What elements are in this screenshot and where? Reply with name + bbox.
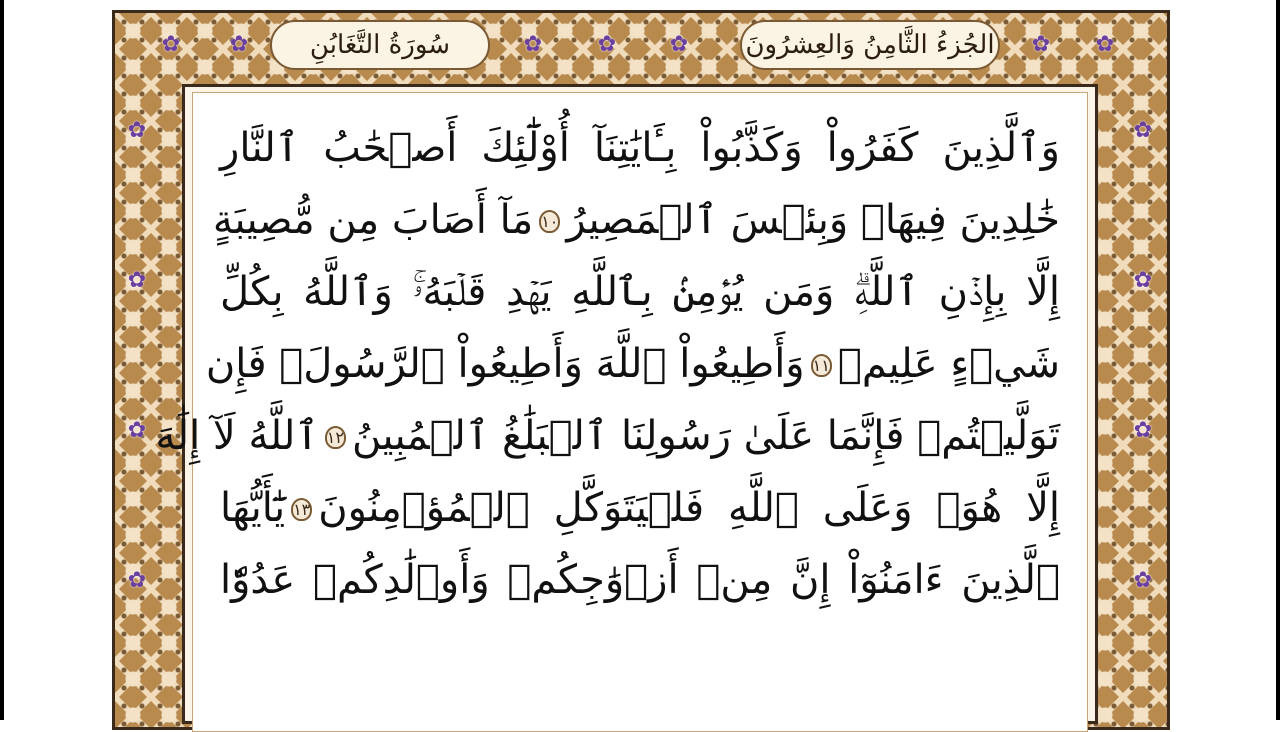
verse-line (220, 256, 1060, 328)
juz-name: الجُزءُ الثَّامِنُ وَالعِشرُونَ (740, 20, 1000, 70)
verse-text: ٱللَّهُ لَآ إِلَٰهَ (155, 413, 319, 459)
purple-flower-icon: ✿ (127, 118, 147, 143)
verse-text: إِلَّا بِإِذۡنِ ٱللَّهِۗ وَمَن يُؤۡمِنۢ بِٱللَّهِ يَهۡدِ قَلۡبَهُۥۚ وَٱللَّهُ بِكُلِّ (220, 269, 1060, 315)
header-band (150, 20, 1130, 72)
ayah-end-icon: ١٠ (541, 212, 559, 231)
purple-flower-icon: ✿ (127, 568, 147, 593)
verse-text: يَٰٓأَيُّهَا (220, 485, 286, 531)
verse-text-block (155, 112, 1060, 732)
purple-flower-icon: ✿ (127, 268, 147, 293)
verse-line (220, 112, 1060, 184)
verse-text: شَيۡءٍ عَلِيمٞ (837, 341, 1060, 387)
verse-text: ٱلَّذِينَ ءَامَنُوٓاْ إِنَّ مِنۡ أَزۡوَٰجِكُمۡ وَأَوۡلَٰدِكُمۡ عَدُوّٗا (220, 557, 1060, 603)
purple-flower-icon: ✿ (127, 418, 147, 443)
purple-flower-icon: ✿ (161, 32, 181, 57)
verse-line (155, 400, 1060, 472)
purple-flower-icon: ✿ (1031, 32, 1051, 57)
purple-flower-icon: ✿ (1133, 418, 1153, 443)
verse-text: وَٱلَّذِينَ كَفَرُواْ وَكَذَّبُواْ بِـَٔايَٰتِنَآ أُوْلَٰٓئِكَ أَصۡحَٰبُ ٱلنَّارِ (220, 125, 1060, 171)
verse-text: مَآ أَصَابَ مِن مُّصِيبَةٍ (212, 197, 534, 243)
purple-flower-icon: ✿ (1095, 32, 1115, 57)
purple-flower-icon: ✿ (1133, 118, 1153, 143)
surah-name: سُورَةُ التَّغَابُنِ (270, 20, 490, 70)
purple-flower-icon: ✿ (229, 32, 249, 57)
purple-flower-icon: ✿ (523, 32, 543, 57)
purple-flower-icon: ✿ (669, 32, 689, 57)
purple-flower-icon: ✿ (1133, 268, 1153, 293)
ayah-end-icon: ١٣ (293, 500, 311, 519)
verse-text: تَوَلَّيۡتُمۡ فَإِنَّمَا عَلَىٰ رَسُولِنَا ٱلۡبَلَٰغُ ٱلۡمُبِينُ (351, 413, 1060, 459)
purple-flower-icon: ✿ (597, 32, 617, 57)
verse-text: وَأَطِيعُواْ ٱللَّهَ وَأَطِيعُواْ ٱلرَّسُولَۚ فَإِن (205, 341, 805, 387)
right-black-edge (1276, 0, 1280, 720)
verse-line (205, 328, 1060, 400)
verse-line (212, 184, 1060, 256)
purple-flower-icon: ✿ (1133, 568, 1153, 593)
verse-line (220, 472, 1060, 544)
ayah-end-icon: ١١ (812, 356, 830, 375)
left-black-edge (0, 0, 4, 720)
verse-text: خَٰلِدِينَ فِيهَاۖ وَبِئۡسَ ٱلۡمَصِيرُ (566, 197, 1060, 243)
ayah-end-icon: ١٢ (326, 428, 344, 447)
verse-line (220, 544, 1060, 616)
verse-text: إِلَّا هُوَۚ وَعَلَى ٱللَّهِ فَلۡيَتَوَكَّلِ ٱلۡمُؤۡمِنُونَ (318, 485, 1060, 531)
